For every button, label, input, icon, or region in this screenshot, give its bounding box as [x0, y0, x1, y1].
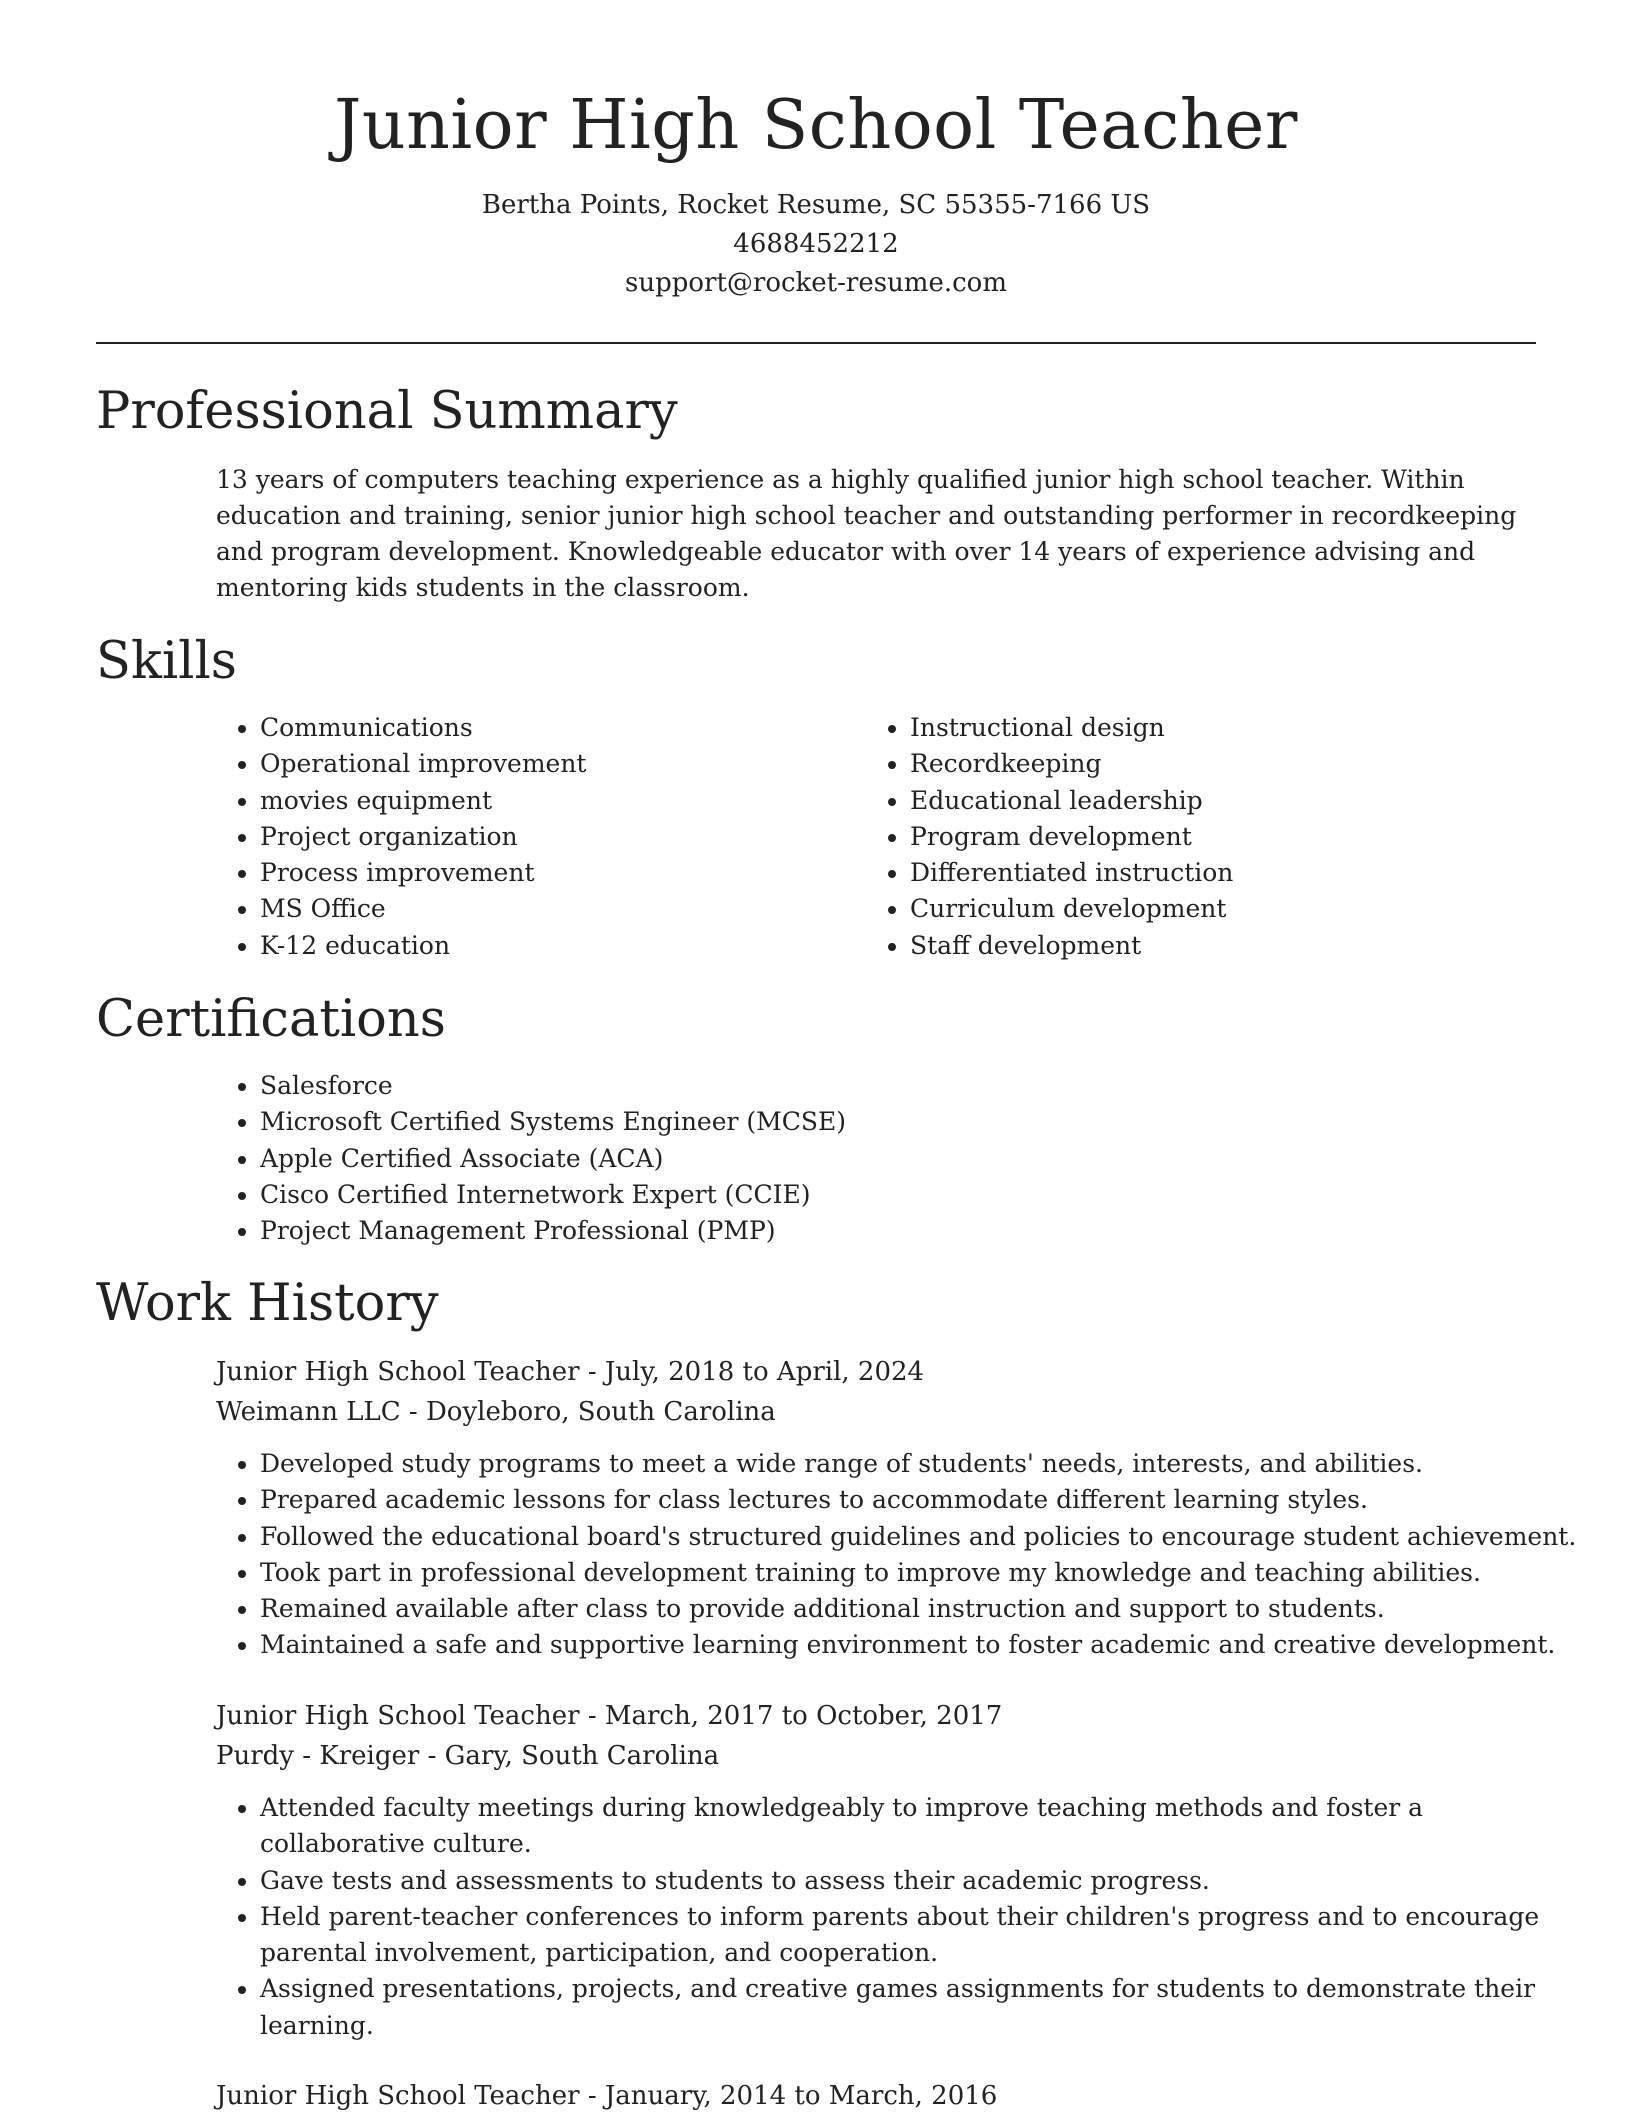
certifications-list	[216, 1068, 1560, 1249]
list-item: • Recordkeeping	[910, 746, 1510, 782]
job-1-company-line	[216, 1392, 776, 1432]
contact-address: Bertha Points, Rocket Resume, SC 55355-7166 US	[481, 190, 1151, 220]
list-item: • Operational improvement	[260, 746, 820, 782]
list-item: • Project organization	[260, 819, 820, 855]
list-item: • Project Management Professional (PMP)	[260, 1213, 1560, 1249]
list-item: • Educational leadership	[910, 783, 1510, 819]
job-title: Junior High School Teacher	[216, 2081, 580, 2111]
list-item: • Apple Certified Associate (ACA)	[260, 1141, 1560, 1177]
list-item: • Staff development	[910, 928, 1510, 964]
list-item: • Prepared academic lessons for class lectures to accommodate different learning styles.	[260, 1482, 1580, 1518]
job-location: - Gary, South Carolina	[419, 1741, 720, 1771]
job-dates: - January, 2014 to March, 2016	[579, 2081, 998, 2111]
job-company: Purdy - Kreiger	[216, 1741, 420, 1771]
list-item: • Remained available after class to provide additional instruction and support to students.	[260, 1591, 1580, 1627]
list-item: • Followed the educational board's structured guidelines and policies to encourage student achievement.	[260, 1519, 1580, 1555]
job-1-duties	[216, 1446, 1580, 1664]
list-item: • Microsoft Certified Systems Engineer (MCSE)	[260, 1104, 1560, 1140]
list-item: • Communications	[260, 710, 820, 746]
job-title: Junior High School Teacher	[216, 1357, 580, 1387]
list-item: • movies equipment	[260, 783, 820, 819]
job-1-title-line	[216, 1352, 924, 1392]
job-2-company-line	[216, 1736, 719, 1776]
list-item: • Process improvement	[260, 855, 820, 891]
skills-list-right	[866, 710, 1510, 964]
list-item: • Differentiated instruction	[910, 855, 1510, 891]
job-dates: - March, 2017 to October, 2017	[579, 1701, 1003, 1731]
contact-phone: 4688452212	[733, 229, 899, 259]
list-item: • Program development	[910, 819, 1510, 855]
list-item: • Salesforce	[260, 1068, 1560, 1104]
list-item: • Assigned presentations, projects, and creative games assignments for students to demonstrate their learning.	[260, 1971, 1580, 2044]
list-item: • K-12 education	[260, 928, 820, 964]
list-item: • Cisco Certified Internetwork Expert (CCIE)	[260, 1177, 1560, 1213]
work-history-heading: Work History	[96, 1274, 439, 1333]
list-item: • Held parent-teacher conferences to inform parents about their children's progress and to encourage parental involvement, participation, and cooperation.	[260, 1899, 1580, 1972]
certifications-heading: Certifications	[96, 990, 446, 1049]
job-2-duties	[216, 1790, 1580, 2044]
skills-list-left	[216, 710, 820, 964]
contact-email: support@rocket-resume.com	[624, 268, 1007, 298]
list-item: • Instructional design	[910, 710, 1510, 746]
summary-text: 13 years of computers teaching experience as a highly qualified junior high school teacher. Within education and training, senior junior high school teacher and outstanding performer in recordkeeping and program development. Knowledgeable educator with over 14 years of experience advising and mentoring kids students in the classroom.	[216, 465, 1517, 602]
job-dates: - July, 2018 to April, 2024	[579, 1357, 925, 1387]
job-location: - Doyleboro, South Carolina	[400, 1397, 776, 1427]
list-item: • Took part in professional development training to improve my knowledge and teaching abilities.	[260, 1555, 1580, 1591]
job-company: Weimann LLC	[216, 1397, 401, 1427]
list-item: • Developed study programs to meet a wide range of students' needs, interests, and abilities.	[260, 1446, 1580, 1482]
summary-heading: Professional Summary	[96, 382, 678, 441]
list-item: • Curriculum development	[910, 891, 1510, 927]
list-item: • Maintained a safe and supportive learning environment to foster academic and creative development.	[260, 1627, 1580, 1663]
list-item: • Attended faculty meetings during knowledgeably to improve teaching methods and foster a collaborative culture.	[260, 1790, 1580, 1863]
resume-header	[0, 84, 1632, 303]
job-3-title-line	[216, 2076, 997, 2116]
candidate-name: Junior High School Teacher	[334, 86, 1298, 165]
job-title: Junior High School Teacher	[216, 1701, 580, 1731]
list-item: • Gave tests and assessments to students to assess their academic progress.	[260, 1863, 1580, 1899]
list-item: • MS Office	[260, 891, 820, 927]
job-2-title-line	[216, 1696, 1002, 1736]
skills-heading: Skills	[96, 632, 237, 691]
header-divider	[96, 342, 1536, 344]
